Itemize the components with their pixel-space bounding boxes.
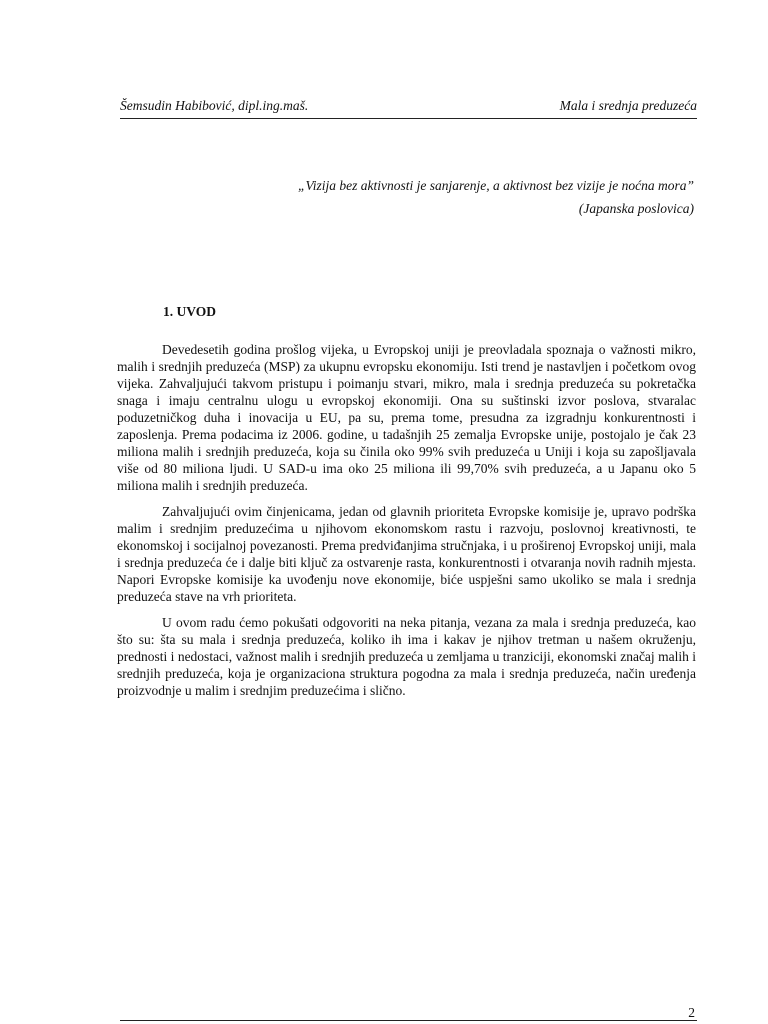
header-author: Šemsudin Habibović, dipl.ing.maš.: [120, 98, 309, 113]
motto-quote: „Vizija bez aktivnosti je sanjarenje, a aktivnost bez vizije je noćna mora”: [298, 178, 694, 193]
body-text: [117, 341, 696, 708]
section-heading: 1. UVOD: [163, 304, 216, 319]
page-number: 2: [688, 1005, 695, 1020]
footer-divider: [120, 1020, 697, 1021]
paragraph: Zahvaljujući ovim činjenicama, jedan od glavnih prioriteta Evropske komisije je, upravo podrška malim i srednjim preduzećima u njihovom ekonomskom rastu i razvoju, poslovnoj kreativnosti, te ekonomskoj i socijalnoj povezanosti. Prema predviđanjima stručnjaka, i u proširenoj Evropskoj uniji, mala i srednja preduzeća će i dalje biti ključ za ostvarenje rasta, konkurentnosti i otvaranja novih radnih mjesta. Napori Evropske komisije ka uvođenju nove ekonomije, biće uspješni samo ukoliko se mala i srednja preduzeća stave na vrh prioriteta.: [117, 504, 696, 604]
paragraph: U ovom radu ćemo pokušati odgovoriti na neka pitanja, vezana za mala i srednja preduzeća, kao što su: šta su mala i srednja preduzeća, koliko ih ima i kakav je njihov tretman u našem okruženju, prednosti i nedostaci, važnost malih i srednjih preduzeća u zemljama u tranziciji, ekonomski značaj malih i srednjih preduzeća, koja je organizaciona struktura pogodna za mala i srednja preduzeća, način uređenja proizvodnje u malim i srednjim preduzećima i slično.: [117, 615, 696, 698]
motto-source: (Japanska poslovica): [578, 201, 694, 216]
header-title: Mala i srednja preduzeća: [559, 98, 697, 113]
paragraph: Devedesetih godina prošlog vijeka, u Evropskoj uniji je preovladala spoznaja o važnosti mikro, malih i srednjih preduzeća (MSP) za ukupnu evropsku ekonomiju. Isti trend je nastavljen i početkom ovog vijeka. Zahvaljujući takvom pristupu i poimanju stvari, mikro, mala i srednja preduzeća su pokretačka snaga i imaju centralnu ulogu u evropskoj ekonomiji. Ona su suštinski izvor poslova, stvaralac poduzetničkog duha i inovacija u EU, pa su, prema tome, presudna za izgradnju konkurentnosti i zaposlenja. Prema podacima iz 2006. godine, u tadašnjih 25 zemalja Evropske unije, postojalo je čak 23 miliona malih i srednjih preduzeća, koja su činila oko 99% svih preduzeća u Uniji i koja su zapošljavala više od 80 miliona ljudi. U SAD-u ima oko 25 miliona ili 99,70% svih preduzeća, a u Japanu oko 5 miliona malih i srednjih preduzeća.: [117, 342, 696, 493]
motto: [298, 174, 694, 220]
header-divider: [120, 118, 697, 119]
page-header: [120, 98, 697, 114]
